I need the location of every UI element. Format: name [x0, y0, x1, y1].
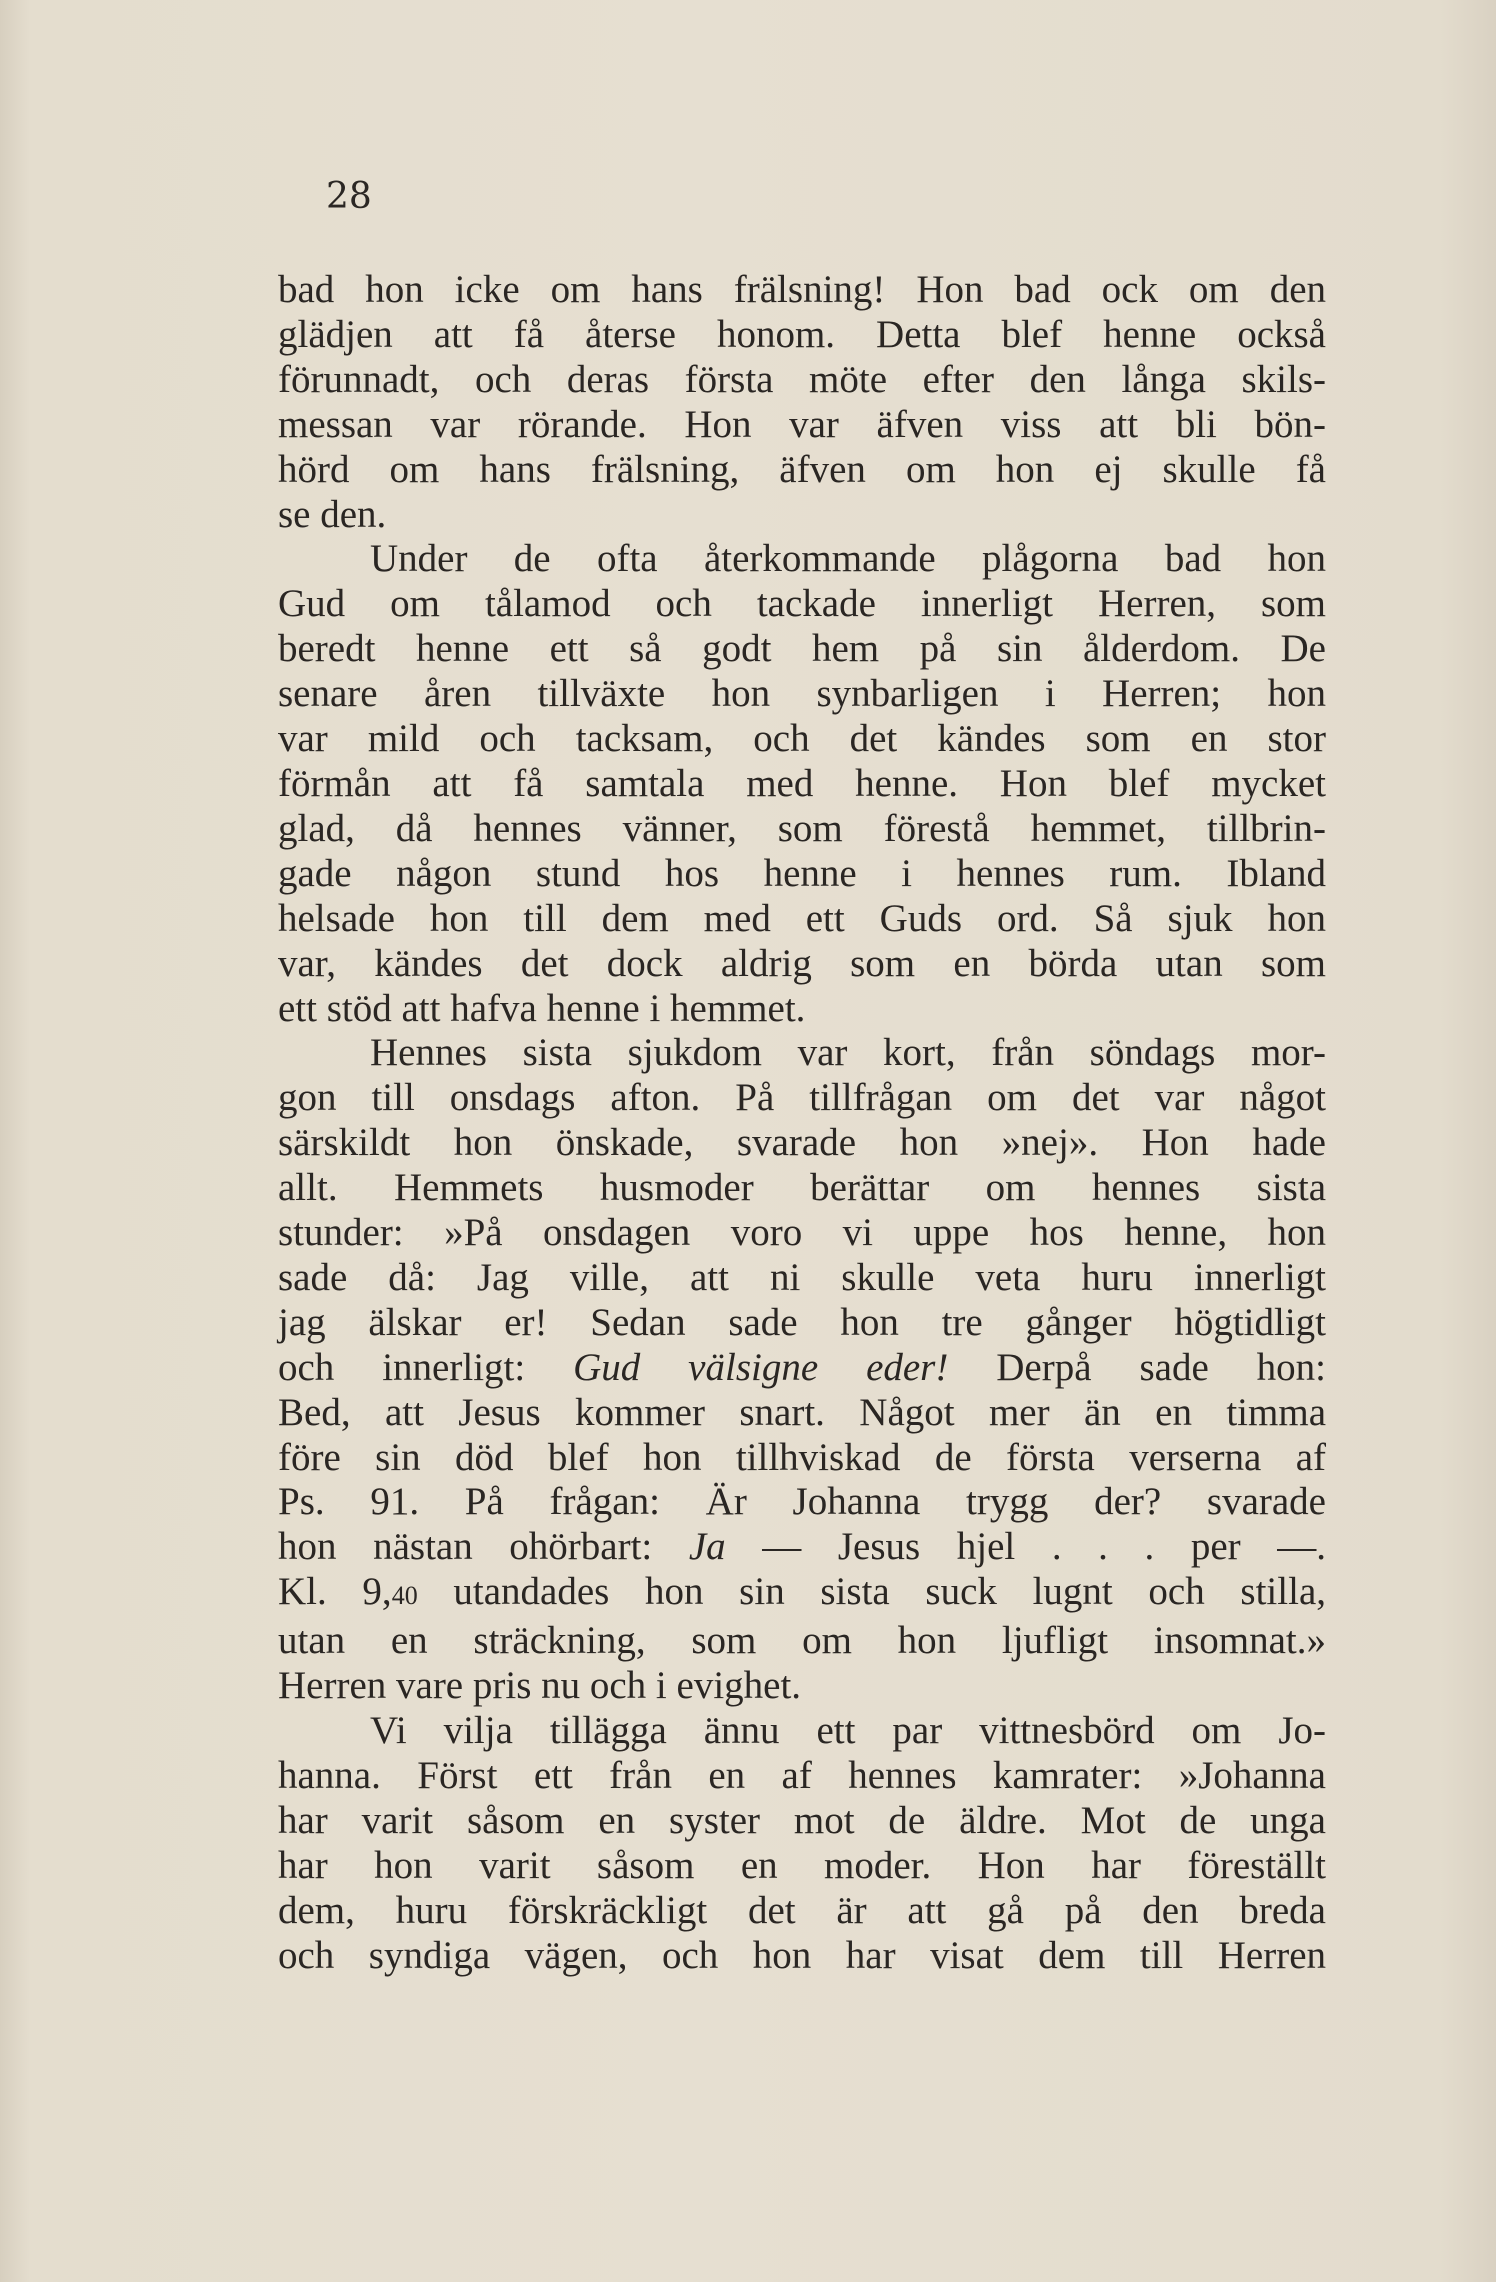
- text-line: dem, huru förskräckligt det är att gå på den breda: [278, 1888, 1326, 1932]
- text-line: stunder: »På onsdagen voro vi uppe hos henne, hon: [278, 1211, 1326, 1255]
- text-line: Herren vare pris nu och i evighet.: [278, 1664, 802, 1708]
- text-line: se den.: [278, 492, 387, 536]
- text-line: har hon varit såsom en moder. Hon har föreställt: [278, 1843, 1326, 1887]
- text-line: gon till onsdags afton. På tillfrågan om det var något: [278, 1076, 1326, 1120]
- text-line: förunnadt, och deras första möte efter den långa skils-: [278, 357, 1326, 401]
- text-segment: Kl. 9,: [278, 1570, 392, 1614]
- text-line: var, kändes det dock aldrig som en börda utan som: [278, 941, 1326, 985]
- text-line: Ps. 91. På frågan: Är Johanna trygg der? svarade: [278, 1480, 1326, 1524]
- text-segment: — Jesus hjel . . . per —.: [725, 1525, 1326, 1569]
- text-line: messan var rörande. Hon var äfven viss att bli bön-: [278, 402, 1326, 446]
- text-line: förmån att få samtala med henne. Hon blef mycket: [278, 761, 1326, 805]
- text-line: senare åren tillväxte hon synbarligen i Herren; hon: [278, 672, 1326, 716]
- text-line: och syndiga vägen, och hon har visat dem till Herren: [278, 1933, 1326, 1977]
- text-line: före sin död blef hon tillhviskad de första verserna af: [278, 1435, 1326, 1479]
- text-line: sade då: Jag ville, att ni skulle veta huru innerligt: [278, 1255, 1326, 1299]
- italic-text: Ja: [688, 1525, 726, 1569]
- text-line: särskildt hon önskade, svarade hon »nej». Hon hade: [278, 1121, 1326, 1165]
- text-line: helsade hon till dem med ett Guds ord. Så sjuk hon: [278, 896, 1326, 940]
- text-line: utan en sträckning, som om hon ljufligt insomnat.»: [278, 1619, 1326, 1663]
- page-number: 28: [326, 176, 372, 217]
- text-line: [278, 1346, 1326, 1391]
- text-line: jag älskar er! Sedan sade hon tre gånger högtidligt: [278, 1300, 1326, 1344]
- body-text: [278, 268, 1326, 1978]
- text-line: ett stöd att hafva henne i hemmet.: [278, 986, 806, 1030]
- text-segment: utandades hon sin sista suck lugnt och stilla,: [417, 1570, 1326, 1614]
- text-line: allt. Hemmets husmoder berättar om hennes sista: [278, 1166, 1326, 1210]
- text-line: [278, 1525, 1326, 1570]
- text-segment: Derpå sade hon:: [948, 1345, 1326, 1389]
- text-line: gade någon stund hos henne i hennes rum. Ibland: [278, 851, 1326, 895]
- text-line: var mild och tacksam, och det kändes som en stor: [278, 717, 1326, 761]
- text-segment: och innerligt:: [278, 1345, 574, 1389]
- text-line: hanna. Först ett från en af hennes kamrater: »Johanna: [278, 1753, 1326, 1797]
- text-line: beredt henne ett så godt hem på sin ålderdom. De: [278, 627, 1326, 671]
- text-line: Gud om tålamod och tackade innerligt Herren, som: [278, 582, 1326, 626]
- small-digits: 40: [391, 1581, 418, 1611]
- text-segment: hon nästan ohörbart:: [278, 1525, 689, 1569]
- text-line: bad hon icke om hans frälsning! Hon bad ock om den: [278, 268, 1326, 311]
- text-line: Under de ofta återkommande plågorna bad hon: [370, 537, 1326, 581]
- text-line: har varit såsom en syster mot de äldre. Mot de unga: [278, 1798, 1326, 1842]
- italic-text: Gud välsigne eder!: [573, 1345, 949, 1389]
- text-line: Hennes sista sjukdom var kort, från söndags mor-: [370, 1031, 1326, 1075]
- text-line: glad, då hennes vänner, som förestå hemmet, tillbrin-: [278, 806, 1326, 850]
- text-line: glädjen att få återse honom. Detta blef henne också: [278, 312, 1326, 356]
- text-line: hörd om hans frälsning, äfven om hon ej skulle få: [278, 447, 1326, 491]
- text-line: Bed, att Jesus kommer snart. Något mer än en timma: [278, 1390, 1326, 1434]
- text-line: [278, 1570, 1326, 1619]
- text-line: Vi vilja tillägga ännu ett par vittnesbörd om Jo-: [370, 1709, 1326, 1752]
